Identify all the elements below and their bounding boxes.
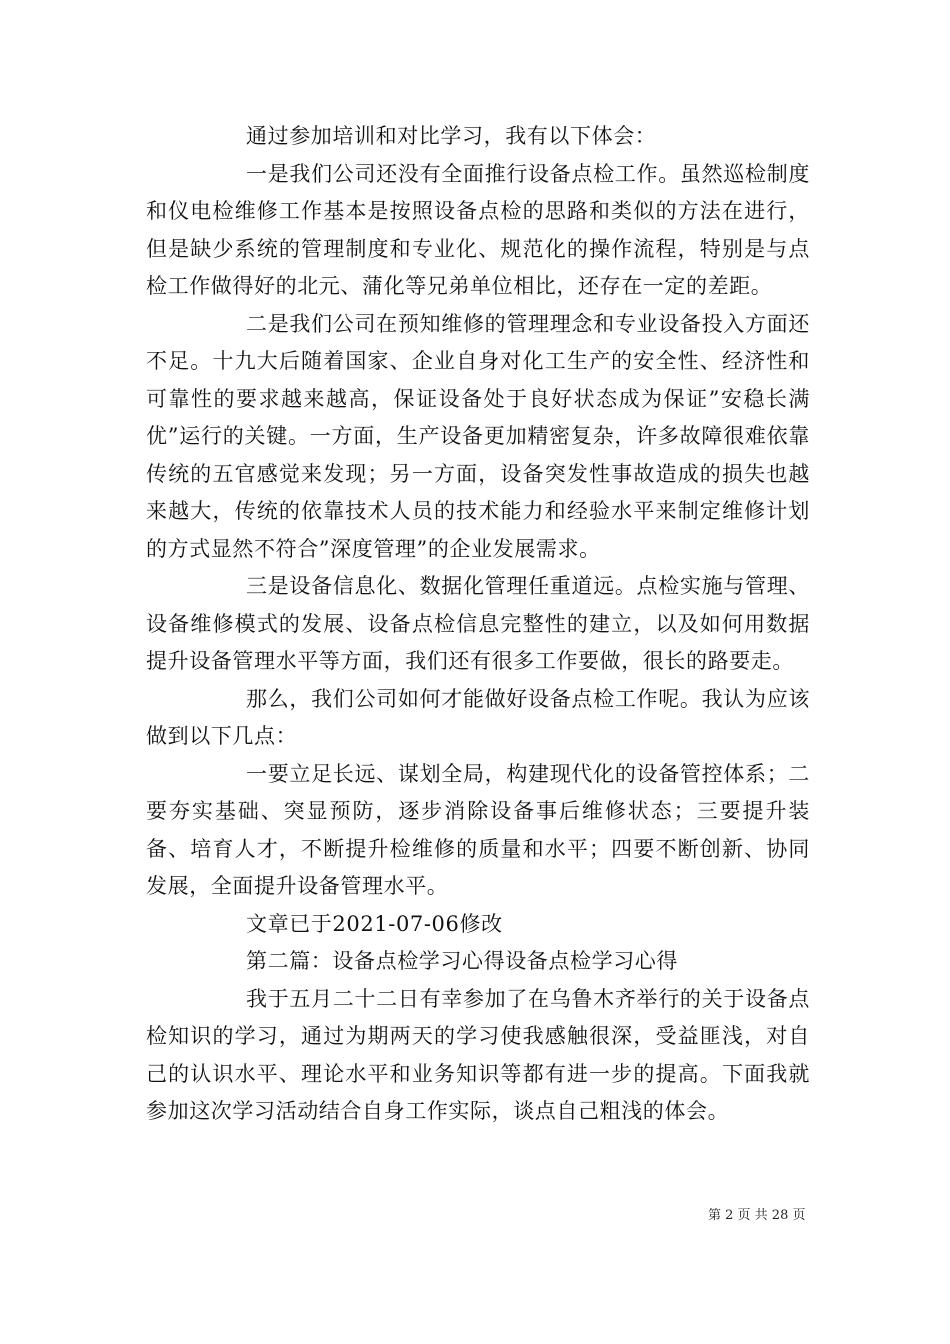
- paragraph-part-two-intro: 我于五月二十二日有幸参加了在乌鲁木齐举行的关于设备点检知识的学习，通过为期两天的学习使我感触很深，受益匪浅，对自己的认识水平、理论水平和业务知识等都有进一步的提高。下面我就参加这次学习活动结合自身工作实际，谈点自己粗浅的体会。: [146, 986, 810, 1123]
- paragraph-measures: 一要立足长远、谋划全局，构建现代化的设备管控体系；二要夯实基础、突显预防，逐步消除设备事后维修状态；三要提升装备、培育人才，不断提升检维修的质量和水平；四要不断创新、协同发展，全面提升设备管理水平。: [146, 761, 810, 898]
- page-number-footer: 第 2 页 共 28 页: [708, 1208, 806, 1223]
- paragraph-point-three: 三是设备信息化、数据化管理任重道远。点检实施与管理、设备维修模式的发展、设备点检信息完整性的建立，以及如何用数据提升设备管理水平等方面，我们还有很多工作要做，很长的路要走。: [146, 574, 810, 673]
- document-body: [146, 118, 810, 1131]
- paragraph-modified-date: 文章已于2021-07-06修改: [246, 911, 503, 936]
- paragraph-question: 那么，我们公司如何才能做好设备点检工作呢。我认为应该做到以下几点：: [146, 686, 810, 748]
- paragraph-intro: 通过参加培训和对比学习，我有以下体会：: [246, 124, 657, 148]
- section-heading-part-two: 第二篇：设备点检学习心得设备点检学习心得: [246, 949, 678, 973]
- paragraph-point-one: 一是我们公司还没有全面推行设备点检工作。虽然巡检制度和仪电检维修工作基本是按照设备点检的思路和类似的方法在进行，但是缺少系统的管理制度和专业化、规范化的操作流程，特别是与点检工作做得好的北元、蒲化等兄弟单位相比，还存在一定的差距。: [146, 161, 810, 298]
- paragraph-point-two: 二是我们公司在预知维修的管理理念和专业设备投入方面还不足。十九大后随着国家、企业自身对化工生产的安全性、经济性和可靠性的要求越来越高，保证设备处于良好状态成为保证”安稳长满优”运行的关键。一方面，生产设备更加精密复杂，许多故障很难依靠传统的五官感觉来发现；另一方面，设备突发性事故造成的损失也越来越大，传统的依靠技术人员的技术能力和经验水平来制定维修计划的方式显然不符合”深度管理”的企业发展需求。: [146, 311, 810, 561]
